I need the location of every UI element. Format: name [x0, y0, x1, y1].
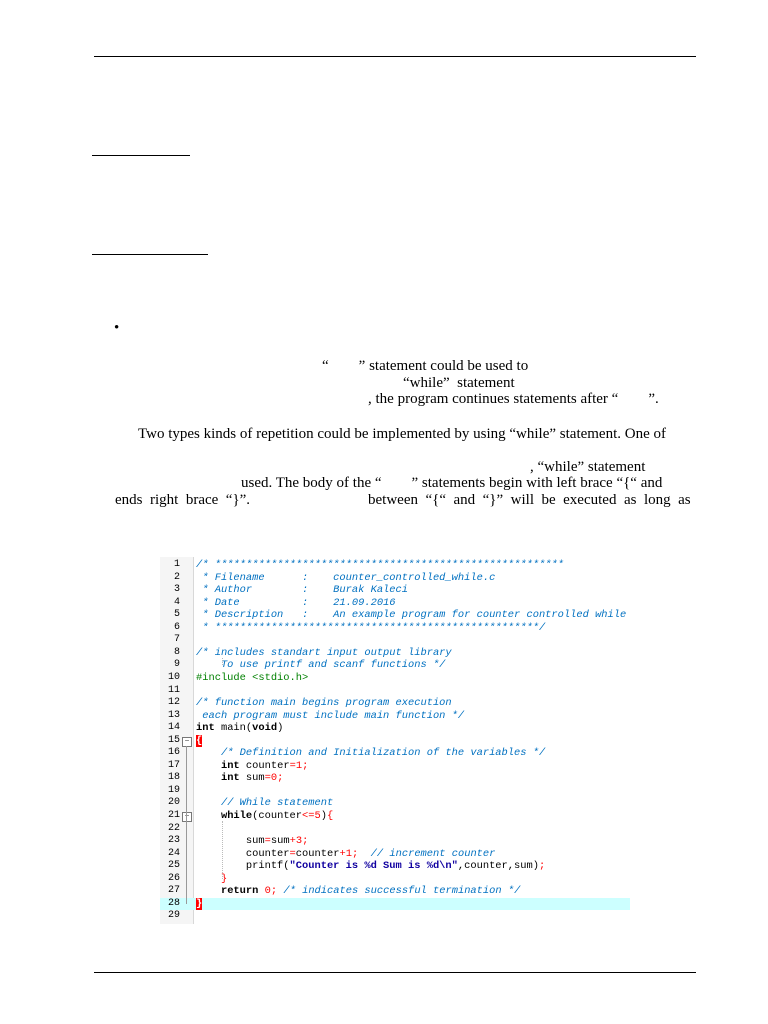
code-text: /* Definition and Initialization of the variables */ [220, 747, 546, 760]
line-number: 8 [173, 646, 180, 658]
line-number: 3 [173, 584, 180, 596]
code-line [160, 559, 630, 572]
line-number: 19 [167, 784, 180, 796]
code-line [160, 898, 630, 911]
code-line [160, 634, 630, 647]
fold-collapse-icon[interactable]: − [182, 812, 192, 822]
code-line [160, 873, 630, 886]
paragraph2-line4a: ends right brace “}”. [115, 492, 251, 508]
line-number: 15 [167, 734, 180, 746]
line-number: 25 [167, 860, 180, 872]
line-number: 14 [167, 722, 180, 734]
line-number: 1 [173, 559, 180, 570]
footer-rule [94, 972, 696, 973]
fold-line [186, 746, 187, 904]
line-number: 23 [167, 835, 180, 847]
code-text: counter=counter+1; // increment counter [196, 847, 496, 860]
code-text: { [196, 734, 203, 747]
code-text: * ****************************************************/ [196, 621, 546, 634]
code-text: int main(void) [196, 722, 284, 735]
line-number: 28 [167, 897, 180, 909]
code-text: * Description : An example program for counter controlled while [196, 609, 627, 622]
line-number: 6 [173, 621, 180, 633]
line-number: 18 [167, 772, 180, 784]
code-line [160, 647, 630, 660]
code-text: /* function main begins program execution [196, 697, 452, 710]
code-line [160, 760, 630, 773]
code-line [160, 597, 630, 610]
code-line [160, 772, 630, 785]
code-text: * Author : Burak Kaleci [196, 584, 409, 597]
code-line [160, 697, 630, 710]
paragraph1-line1: “ ” statement could be used to [322, 358, 529, 374]
code-line [160, 785, 630, 798]
line-number: 17 [167, 759, 180, 771]
line-number: 22 [167, 822, 180, 834]
paragraph1-line3: , the program continues statements after “ ”. [368, 391, 659, 407]
code-line [160, 685, 630, 698]
code-text: while(counter<=5){ [220, 810, 334, 822]
code-line [160, 910, 630, 923]
code-line [160, 659, 630, 672]
line-number: 10 [167, 671, 180, 683]
code-line [160, 860, 630, 873]
code-text: * Filename : counter_controlled_while.c [196, 571, 496, 584]
code-line [160, 609, 630, 622]
line-number: 29 [167, 910, 180, 922]
code-text: each program must include main function */ [196, 709, 465, 722]
code-line [160, 584, 630, 597]
line-number: 16 [167, 747, 180, 759]
code-text: int counter=1; [220, 759, 309, 772]
indent-guide [222, 821, 223, 879]
code-text: // While statement [220, 797, 334, 810]
code-text: } [220, 872, 228, 885]
line-number: 27 [167, 885, 180, 897]
paragraph1-line2: “while” statement [403, 375, 515, 391]
paragraph2-line4b: between “{“ and “}” will be executed as long as [368, 492, 691, 508]
code-text: sum=sum+3; [196, 835, 309, 848]
code-text: printf("Counter is %d Sum is %d\n",counter,sum); [196, 860, 546, 873]
line-number: 20 [167, 797, 180, 809]
code-text: int sum=0; [220, 772, 284, 785]
section-heading-underline-2 [92, 254, 208, 255]
code-text: /* includes standart input output library [196, 646, 452, 659]
code-line [160, 735, 630, 748]
paragraph2-line2: , “while” statement [530, 459, 646, 475]
code-text: #include <stdio.h> [196, 671, 309, 684]
section-heading-underline-1 [92, 155, 190, 156]
line-number: 13 [167, 709, 180, 721]
code-line [160, 747, 630, 760]
indent-guide [222, 658, 223, 666]
line-number: 5 [173, 609, 180, 621]
code-text: * Date : 21.09.2016 [196, 596, 396, 609]
header-rule [94, 56, 696, 57]
code-line [160, 622, 630, 635]
code-screenshot [160, 557, 630, 924]
code-line [160, 810, 630, 823]
code-text: To use printf and scanf functions */ [196, 659, 446, 672]
line-number: 2 [173, 571, 180, 583]
code-line [160, 672, 630, 685]
line-number: 7 [173, 634, 180, 646]
code-text: return 0; /* indicates successful termination */ [220, 885, 521, 898]
code-text: } [196, 897, 203, 910]
code-line [160, 722, 630, 735]
paragraph2-line3: used. The body of the “ ” statements begin with left brace “{“ and [241, 475, 663, 491]
paragraph2-line1: Two types kinds of repetition could be implemented by using “while” statement. One of [138, 426, 666, 442]
code-line [160, 885, 630, 898]
line-number: 24 [167, 847, 180, 859]
line-number: 9 [173, 659, 180, 671]
line-number: 12 [167, 697, 180, 709]
code-line [160, 710, 630, 723]
code-line [160, 835, 630, 848]
line-number: 4 [173, 596, 180, 608]
line-number: 11 [167, 684, 180, 696]
code-line [160, 572, 630, 585]
code-line [160, 848, 630, 861]
line-number: 21 [167, 810, 180, 821]
code-line [160, 797, 630, 810]
code-text: /* ******************************************************** [196, 559, 564, 571]
code-line [160, 823, 630, 836]
bullet-point: • [114, 320, 120, 336]
line-number: 26 [167, 872, 180, 884]
fold-collapse-icon[interactable]: − [182, 737, 192, 747]
